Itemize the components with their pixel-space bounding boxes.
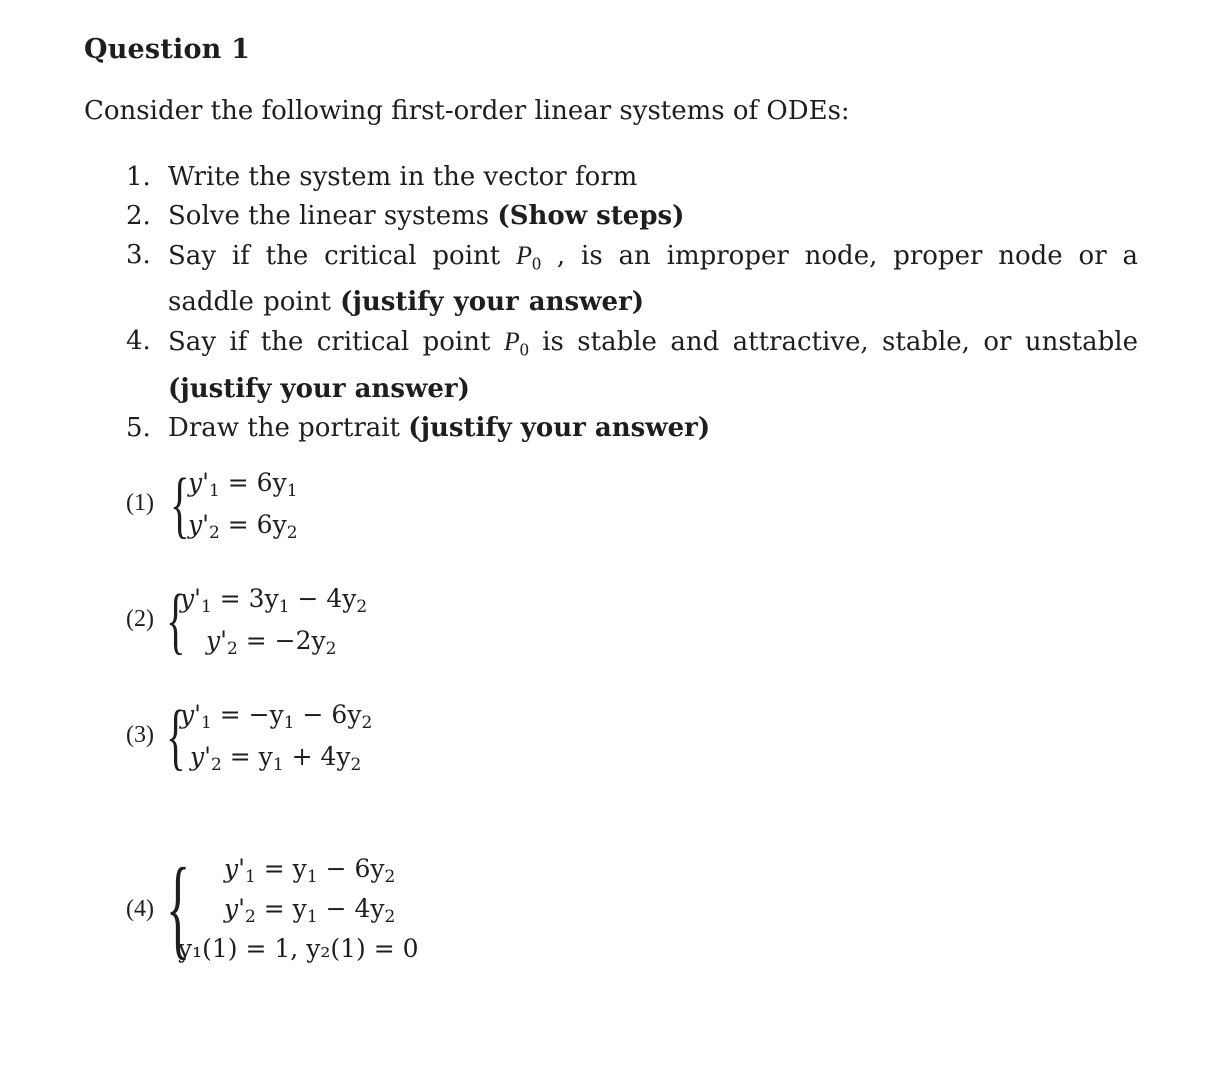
task-text: Draw the portrait [168, 412, 409, 443]
task-text: Say if the critical point [168, 327, 504, 358]
brace-icon: { [170, 464, 190, 546]
task-text: Say if the critical point [168, 241, 517, 271]
system-3 [126, 698, 526, 788]
equation: $y'_1 = -y_1 - 6y_2$ [180, 700, 373, 733]
system-label: (1) [126, 490, 154, 516]
task-number: 4. [126, 326, 151, 357]
task-item [126, 236, 1138, 322]
task-emphasis: (Show steps) [497, 201, 685, 231]
task-text: , is an improper node, proper node or a saddle point [168, 241, 1138, 318]
task-item [126, 409, 1138, 448]
equation: $y'_2 = y_1 - 4y_2$ [224, 894, 396, 927]
task-item [126, 158, 1138, 197]
task-list [126, 158, 1138, 448]
question-title: Question 1 [84, 34, 251, 65]
equation: $y'_1 = 3y_1 - 4y_2$ [180, 584, 368, 617]
intro-text: Consider the following first-order linear systems of ODEs: [84, 96, 850, 126]
task-emphasis: (justify your answer) [408, 412, 711, 443]
critical-point-symbol: $P_0$ [516, 241, 542, 274]
task-item [126, 322, 1138, 408]
task-text: Solve the linear systems [168, 201, 498, 231]
task-text: Write the system in the vector form [168, 162, 638, 192]
initial-conditions: y₁(1) = 1, y₂(1) = 0 [178, 934, 419, 963]
equation: $y'_1 = y_1 - 6y_2$ [224, 854, 396, 887]
brace-icon: { [166, 580, 186, 662]
system-label: (2) [126, 606, 154, 632]
equation: $y'_2 = -2y_2$ [206, 626, 337, 659]
system-label: (3) [126, 722, 154, 748]
brace-icon: { [166, 846, 191, 970]
equation: $y'_2 = 6y_2$ [188, 510, 298, 543]
task-number: 3. [126, 240, 151, 270]
system-1 [126, 466, 526, 556]
system-2 [126, 582, 526, 672]
equation: $y'_1 = 6y_1$ [188, 468, 298, 501]
task-emphasis: (justify your answer) [168, 373, 470, 404]
brace-icon: { [166, 696, 186, 778]
task-emphasis: (justify your answer) [340, 287, 645, 318]
task-text: is stable and attractive, stable, or unstable [528, 327, 1138, 358]
system-4 [126, 846, 546, 970]
task-item [126, 197, 1138, 236]
task-number: 2. [126, 201, 151, 231]
task-number: 5. [126, 412, 151, 443]
equation: $y'_2 = y_1 + 4y_2$ [190, 742, 362, 775]
critical-point-symbol: $P_0$ [503, 327, 529, 360]
task-number: 1. [126, 162, 151, 192]
system-label: (4) [126, 896, 154, 922]
